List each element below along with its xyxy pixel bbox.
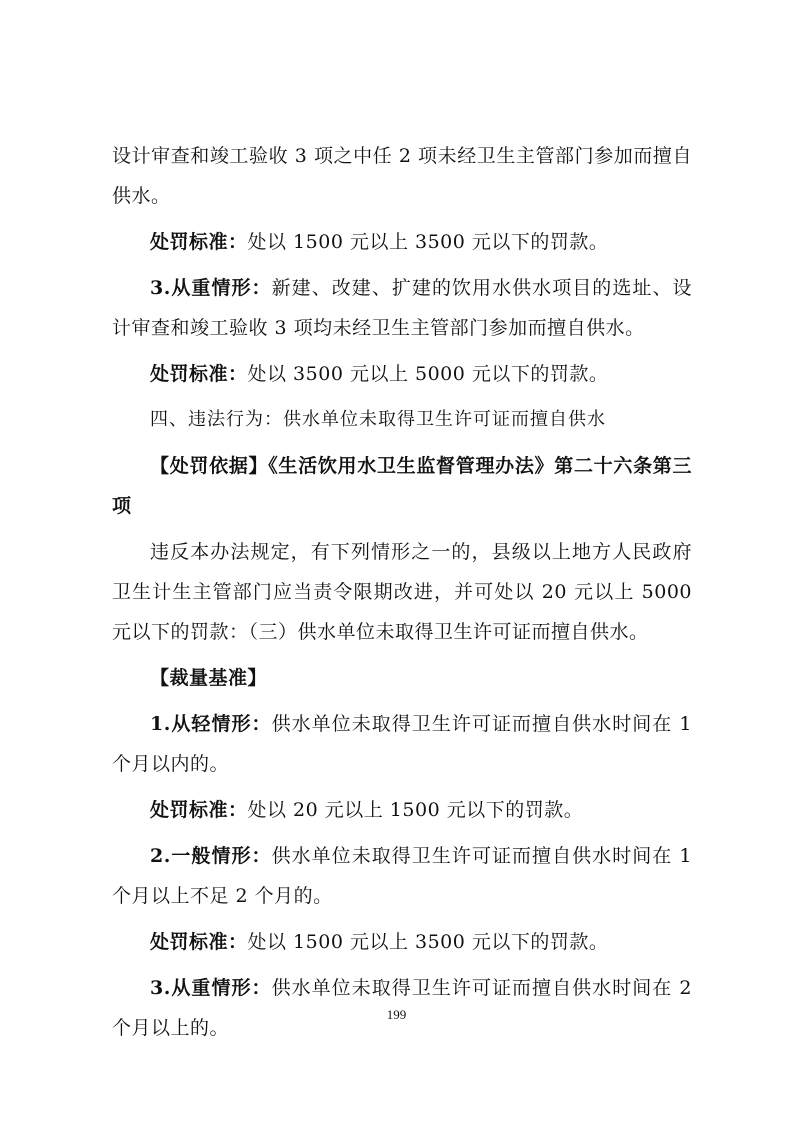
paragraph-text: 处以 1500 元以上 3500 元以下的罚款。 bbox=[247, 231, 609, 253]
paragraph-lead: 1.从轻情形： bbox=[150, 713, 272, 735]
paragraph-text: 四、违法行为：供水单位未取得卫生许可证而擅自供水 bbox=[150, 409, 606, 430]
paragraph-light-case bbox=[112, 704, 692, 784]
paragraph-text: 设计审查和竣工验收 3 项之中任 2 项未经卫生主管部门参加而擅自供水。 bbox=[112, 145, 692, 207]
paragraph-regulation-text bbox=[112, 532, 692, 652]
paragraph-discretion-heading bbox=[112, 658, 692, 698]
section-heading-violation bbox=[112, 400, 692, 440]
paragraph-continuation bbox=[112, 136, 692, 216]
paragraph-text: 供水单位未取得卫生许可证而擅自供水时间在 1 个月以上不足 2 个月的。 bbox=[112, 845, 692, 907]
paragraph-lead: 处罚标准： bbox=[150, 931, 248, 953]
paragraph-text: 违反本办法规定，有下列情形之一的，县级以上地方人民政府卫生计生主管部门应当责令限期改进，并可处以 20 元以上 5000 元以下的罚款：（三）供水单位未取得卫生许可证而擅自供水。 bbox=[112, 541, 692, 643]
paragraph-text: 新建、改建、扩建的饮用水供水项目的选址、设计审查和竣工验收 3 项均未经卫生主管部门参加而擅自供水。 bbox=[112, 277, 692, 339]
paragraph-penalty-basis bbox=[112, 446, 692, 526]
paragraph-lead: 3.从重情形： bbox=[150, 277, 272, 299]
document-body bbox=[112, 136, 692, 1054]
paragraph-penalty-standard bbox=[112, 922, 692, 962]
paragraph-general-case bbox=[112, 836, 692, 916]
paragraph-text: 供水单位未取得卫生许可证而擅自供水时间在 2 个月以上的。 bbox=[112, 977, 692, 1039]
page-number: 199 bbox=[386, 1007, 407, 1022]
paragraph-lead: 3.从重情形： bbox=[150, 977, 272, 999]
paragraph-lead: 处罚标准： bbox=[150, 363, 248, 385]
paragraph-text: 处以 3500 元以上 5000 元以下的罚款。 bbox=[247, 363, 609, 385]
paragraph-penalty-standard bbox=[112, 790, 692, 830]
paragraph-lead: 【处罚依据】 bbox=[150, 455, 269, 477]
paragraph-text: 处以 20 元以上 1500 元以下的罚款。 bbox=[247, 799, 584, 821]
paragraph-lead: 处罚标准： bbox=[150, 799, 248, 821]
paragraph-penalty-standard bbox=[112, 222, 692, 262]
paragraph-text: 供水单位未取得卫生许可证而擅自供水时间在 1 个月以内的。 bbox=[112, 713, 692, 775]
paragraph-text: 《生活饮用水卫生监督管理办法》第二十六条第三项 bbox=[112, 455, 692, 517]
paragraph-text: 处以 1500 元以上 3500 元以下的罚款。 bbox=[247, 931, 609, 953]
paragraph-lead: 【裁量基准】 bbox=[150, 667, 268, 689]
paragraph-severe-case bbox=[112, 268, 692, 348]
paragraph-penalty-standard bbox=[112, 354, 692, 394]
paragraph-lead: 2.一般情形： bbox=[150, 845, 272, 867]
paragraph-lead: 处罚标准： bbox=[150, 231, 248, 253]
